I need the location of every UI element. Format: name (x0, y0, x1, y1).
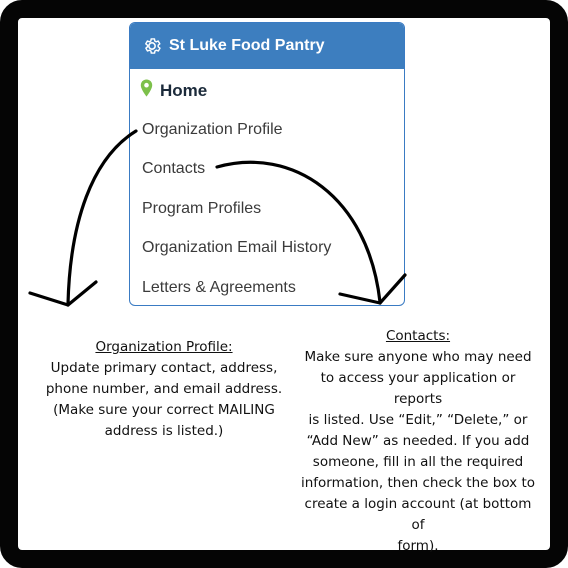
menu-title: St Luke Food Pantry (169, 37, 325, 54)
menu-item-program-profiles[interactable]: Program Profiles (142, 200, 262, 217)
caption-line: Make sure anyone who may need (304, 349, 532, 365)
arrow-to-org-profile (68, 131, 136, 304)
caption-line: address is listed.) (104, 423, 224, 439)
menu-item-home-label: Home (160, 80, 208, 100)
arrow-to-contacts (217, 162, 380, 302)
caption-contacts (300, 326, 536, 557)
menu-item-organization-email-history[interactable]: Organization Email History (142, 239, 332, 256)
caption-line: Update primary contact, address, (50, 360, 278, 376)
caption-contacts-heading: Contacts: (385, 328, 451, 344)
arrowhead-left-b (68, 282, 96, 305)
menu-item-organization-profile[interactable]: Organization Profile (142, 121, 283, 138)
caption-line: “Add New” as needed. If you add (306, 433, 530, 449)
caption-line: create a login account (at bottom of (304, 496, 532, 533)
menu-item-contacts[interactable]: Contacts (142, 160, 206, 177)
caption-line: phone number, and email address. (45, 381, 283, 397)
caption-line: information, then check the box to (300, 475, 535, 491)
arrowhead-right-a (340, 294, 380, 303)
arrowhead-right-b (380, 275, 405, 303)
caption-line: someone, fill in all the required (312, 454, 524, 470)
caption-org-profile-heading: Organization Profile: (95, 339, 233, 355)
menu-item-letters-agreements[interactable]: Letters & Agreements (142, 279, 296, 296)
caption-line: to access your application or reports (320, 370, 516, 407)
caption-org-profile (34, 337, 294, 442)
caption-line: is listed. Use “Edit,” “Delete,” or (308, 412, 528, 428)
arrowhead-left-a (30, 293, 68, 305)
caption-line: form). (397, 538, 439, 554)
caption-line: (Make sure your correct MAILING (53, 402, 275, 418)
